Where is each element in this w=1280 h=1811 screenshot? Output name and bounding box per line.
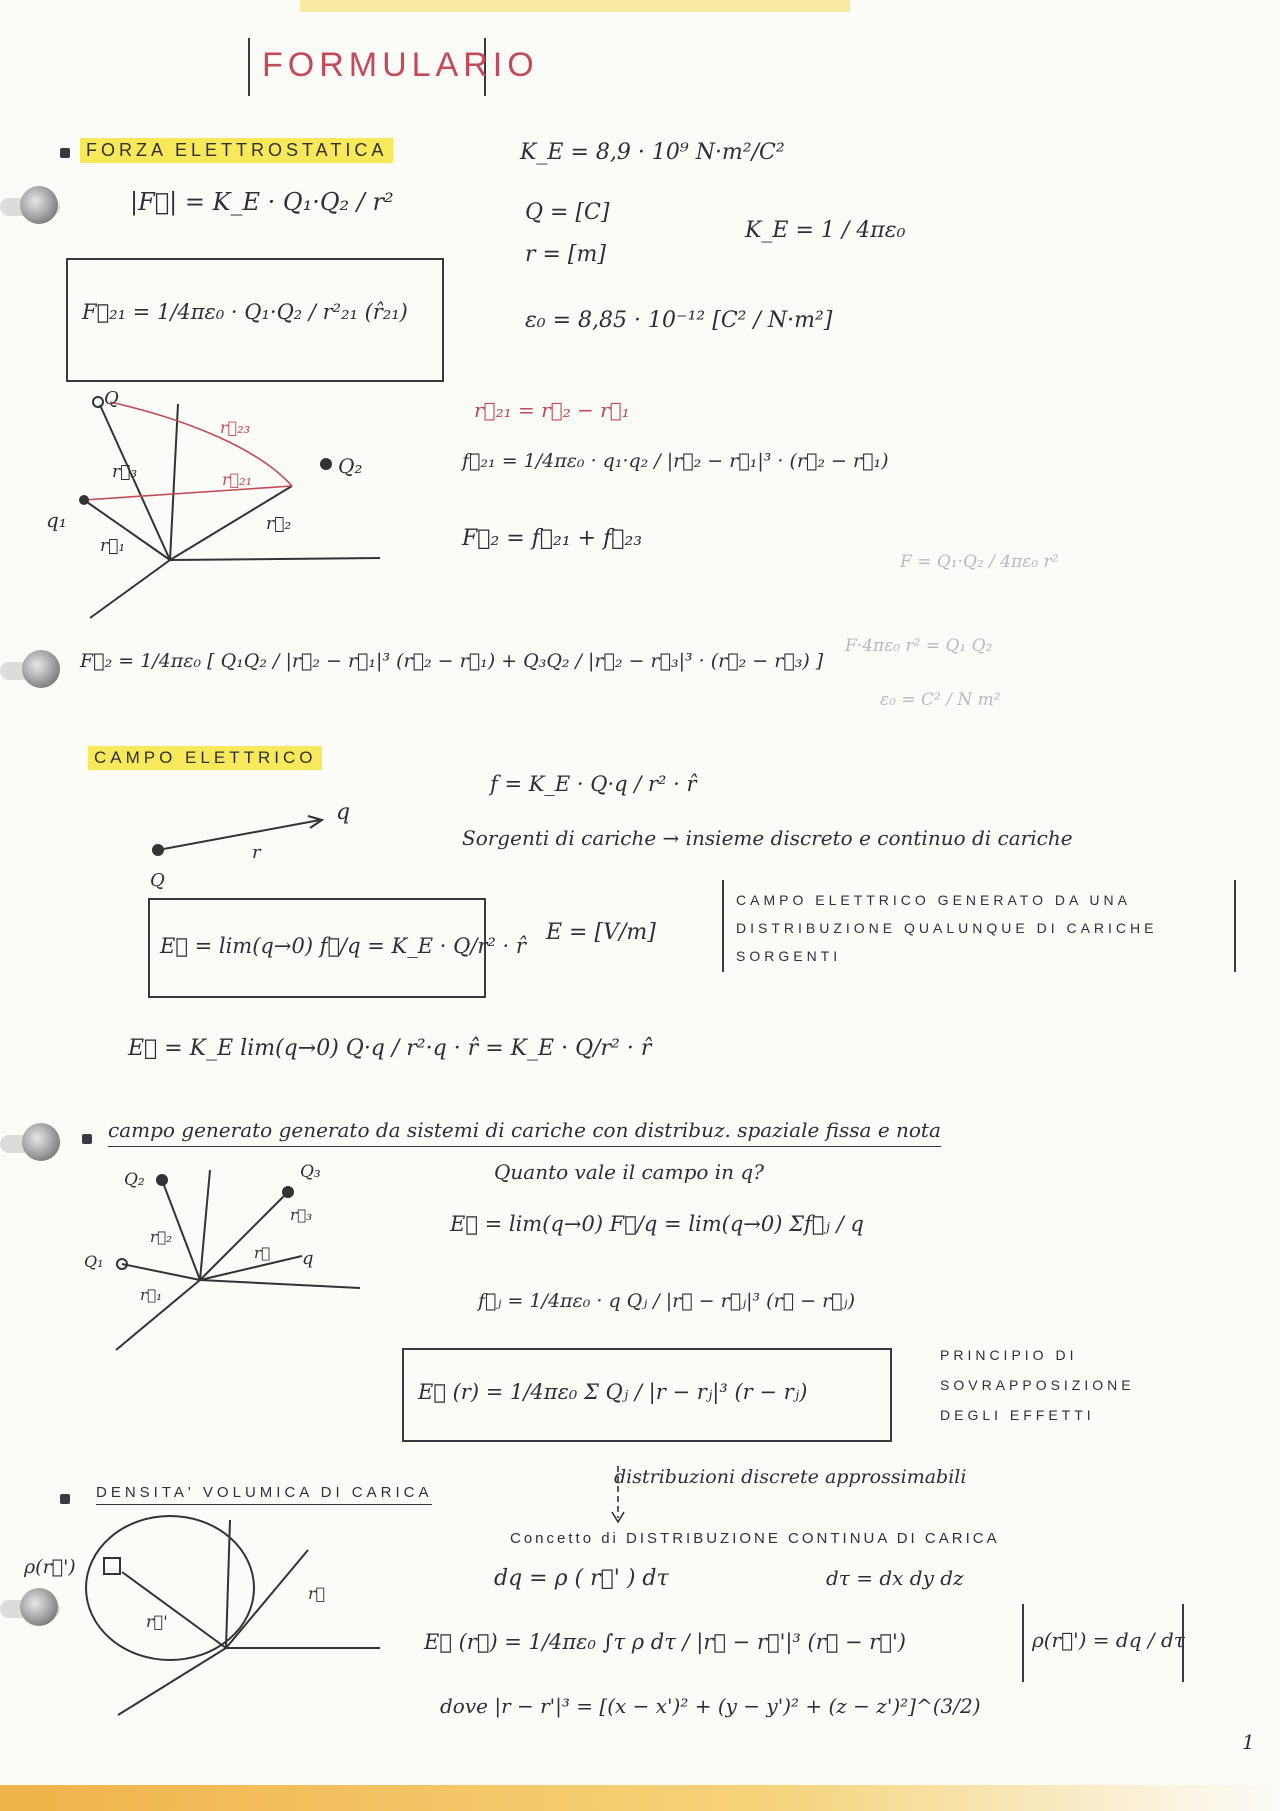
dtau-definition: dτ = dx dy dz	[826, 1566, 964, 1590]
axis-z	[118, 1648, 226, 1715]
vector-r-prime	[122, 1572, 226, 1648]
vector-r-line	[158, 820, 320, 850]
page-bottom-edge	[0, 1785, 1280, 1811]
diagram-label: q	[336, 800, 351, 825]
diagram-label: q	[302, 1248, 314, 1269]
vector-r3	[200, 1192, 288, 1280]
charge-q1-dot	[79, 495, 89, 505]
diagram-label: Q₂	[338, 454, 363, 478]
axis-x	[200, 1280, 360, 1288]
diagram-label: Q	[150, 870, 165, 891]
charge-system-diagram	[80, 1160, 380, 1360]
diagram-label: Q₃	[300, 1162, 321, 1182]
diagram-label: r⃗₂₃	[220, 418, 251, 437]
epsilon-zero: ε₀ = 8,85 · 10⁻¹² [C² / N·m²]	[525, 308, 833, 333]
section-bullet	[60, 148, 70, 158]
sorgenti-note: Sorgenti di cariche → insieme discreto e continuo di cariche	[462, 826, 1073, 850]
diagram-label: r⃗₂	[266, 514, 292, 534]
fj-formula: f⃗ⱼ = 1/4πε₀ · q Qⱼ / |r⃗ − r⃗ⱼ|³ (r⃗ − r⃗ⱼ)	[478, 1290, 855, 1312]
diagram-label: r⃗₂	[150, 1228, 173, 1246]
boxed-superposition: E⃗ (r) = 1/4πε₀ Σ Qⱼ / |r − rⱼ|³ (r − rⱼ)	[418, 1380, 808, 1404]
vector-r	[200, 1256, 302, 1280]
faint-note: F = Q₁·Q₂ / 4πε₀ r²	[900, 552, 1059, 572]
charge-density-diagram	[40, 1510, 400, 1720]
diagram-label: r⃗₃	[112, 462, 138, 482]
page-edge-highlight	[300, 0, 850, 12]
diagram-label: r⃗₁	[100, 536, 126, 556]
distance-formula: dove |r − r'|³ = [(x − x')² + (y − y')² + (z − z')²]^(3/2)	[440, 1694, 981, 1718]
page-title: FORMULARIO	[262, 46, 539, 84]
section-heading-sistema: campo generato generato da sistemi di cariche con distribuz. spaziale fissa e nota	[108, 1118, 941, 1147]
f21-vector: f⃗₂₁ = 1/4πε₀ · q₁·q₂ / |r⃗₂ − r⃗₁|³ · (r⃗₂ − r⃗₁)	[462, 450, 889, 472]
charge-q3-dot	[282, 1186, 294, 1198]
down-arrow	[612, 1466, 632, 1526]
diagram-label: r⃗₂₁	[222, 470, 253, 489]
section-bullet	[82, 1134, 92, 1144]
diagram-label: Q	[104, 388, 119, 409]
axis-x	[170, 558, 380, 560]
boxed-rho: ρ(r⃗') = dq / dτ	[1032, 1628, 1185, 1652]
section-heading-campo: CAMPO ELETTRICO	[88, 746, 322, 770]
diagram-label: r⃗	[254, 1244, 271, 1262]
faint-note: F·4πε₀ r² = Q₁ Q₂	[845, 636, 993, 656]
ke-definition: K_E = 1 / 4πε₀	[745, 218, 906, 243]
continuous-concept: Concetto di DISTRIBUZIONE CONTINUA DI CARICA	[510, 1530, 1000, 1547]
diagram-label: Q₂	[124, 1170, 145, 1190]
vector-r	[226, 1550, 308, 1648]
diagram-label: Q₁	[84, 1252, 104, 1271]
superposition-principle: PRINCIPIO DI SOVRAPPOSIZIONE DEGLI EFFETTI	[940, 1347, 1135, 1423]
axis-z	[90, 560, 170, 618]
f2-sum: F⃗₂ = f⃗₂₁ + f⃗₂₃	[462, 526, 643, 551]
units-e: E = [V/m]	[546, 920, 656, 945]
r21-definition: r⃗₂₁ = r⃗₂ − r⃗₁	[474, 398, 630, 422]
f2-full-expansion: F⃗₂ = 1/4πε₀ [ Q₁Q₂ / |r⃗₂ − r⃗₁|³ (r⃗₂ − r⃗₁) + Q₃Q₂ / |r⃗₂ − r⃗₃|³ · (r⃗₂ − r⃗₃) ]	[80, 650, 824, 672]
coulomb-magnitude: |F⃗| = K_E · Q₁·Q₂ / r²	[130, 188, 394, 216]
distrib-note: distribuzioni discrete approssimabili	[614, 1466, 967, 1488]
volume-element	[104, 1558, 120, 1574]
diagram-label: r	[252, 842, 261, 863]
section-bullet	[60, 1494, 70, 1504]
units-r: r = [m]	[525, 242, 606, 267]
page-number: 1	[1242, 1730, 1255, 1754]
diagram-label: ρ(r⃗')	[24, 1556, 76, 1578]
continuous-integral: E⃗ (r⃗) = 1/4πε₀ ∫τ ρ dτ / |r⃗ − r⃗'|³ (r⃗ − r⃗')	[424, 1630, 906, 1654]
section-heading-forza: FORZA ELETTROSTATICA	[80, 138, 393, 163]
charge-q2-dot	[156, 1174, 168, 1186]
diagram-label: q₁	[46, 508, 67, 532]
dq-definition: dq = ρ ( r⃗' ) dτ	[494, 1566, 669, 1591]
vector-r23	[110, 402, 292, 486]
diagram-label: r⃗₁	[140, 1286, 163, 1304]
diagram-label: r⃗'	[146, 1612, 168, 1631]
faint-note: ε₀ = C² / N m²	[880, 690, 1001, 710]
axis-y	[226, 1520, 230, 1648]
charge-q2-dot	[320, 458, 332, 470]
binder-ring	[22, 1123, 60, 1161]
binder-ring	[22, 650, 60, 688]
question: Quanto vale il campo in q?	[494, 1160, 764, 1184]
charge-q-dot	[93, 397, 103, 407]
f-formula: f = K_E · Q·q / r² · r̂	[490, 772, 697, 796]
bracket-note: CAMPO ELETTRICO GENERATO DA UNA DISTRIBUZIONE QUALUNQUE DI CARICHE SORGENTI	[736, 892, 1158, 964]
e-sum: E⃗ = lim(q→0) F⃗/q = lim(q→0) Σf⃗ⱼ / q	[450, 1212, 864, 1236]
vector-r1	[122, 1264, 200, 1280]
units-q: Q = [C]	[525, 200, 610, 225]
diagram-label: r⃗₃	[290, 1206, 313, 1224]
ke-value: K_E = 8,9 · 10⁹ N·m²/C²	[520, 140, 785, 165]
boxed-f21: F⃗₂₁ = 1/4πε₀ · Q₁·Q₂ / r²₂₁ (r̂₂₁)	[82, 300, 408, 324]
axis-y	[170, 404, 178, 560]
binder-ring	[20, 186, 58, 224]
section-heading-densita: DENSITA' VOLUMICA DI CARICA	[96, 1484, 432, 1505]
diagram-label: r⃗	[308, 1584, 326, 1603]
vector-r21	[84, 486, 292, 500]
point-charge-diagram	[150, 800, 350, 860]
axis-y	[200, 1170, 210, 1280]
boxed-e-definition: E⃗ = lim(q→0) f⃗/q = K_E · Q/r² · r̂	[160, 934, 526, 958]
e-limit-derivation: E⃗ = K_E lim(q→0) Q·q / r²·q · r̂ = K_E · Q/r² · r̂	[128, 1036, 652, 1061]
source-charge-dot	[152, 844, 164, 856]
